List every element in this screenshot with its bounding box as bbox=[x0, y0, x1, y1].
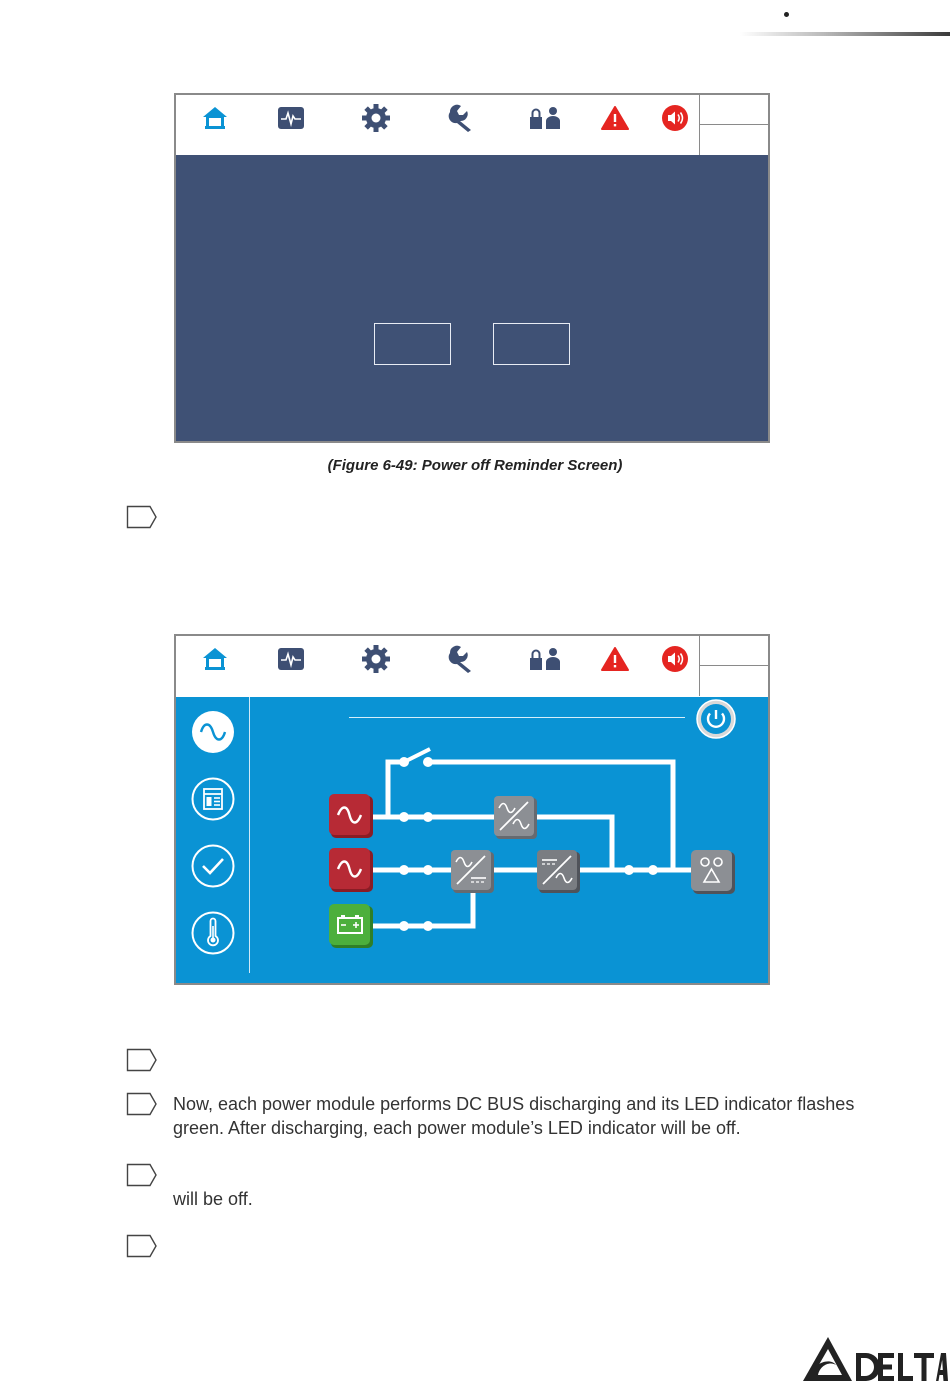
mimic-panel bbox=[176, 697, 768, 983]
thermometer-icon[interactable] bbox=[191, 911, 235, 955]
step-text-off: will be off. bbox=[173, 1189, 253, 1209]
warning-icon[interactable] bbox=[600, 103, 630, 133]
mimic-diagram-screen bbox=[174, 634, 770, 985]
confirm-button[interactable] bbox=[374, 323, 451, 365]
wrench-icon[interactable] bbox=[446, 644, 476, 674]
monitor-icon[interactable] bbox=[276, 103, 306, 133]
step-tag-icon bbox=[126, 1234, 158, 1258]
top-toolbar bbox=[176, 636, 768, 696]
figure-caption: (Figure 6-49: Power off Reminder Screen) bbox=[327, 457, 623, 474]
mimic-one-line-diagram bbox=[316, 737, 756, 967]
speaker-icon[interactable] bbox=[660, 103, 690, 133]
step-tag-icon bbox=[126, 1048, 158, 1072]
main-input-icon[interactable] bbox=[329, 848, 373, 892]
sidebar-divider bbox=[249, 697, 250, 973]
lock-user-icon[interactable] bbox=[528, 103, 564, 133]
checkmark-icon[interactable] bbox=[191, 844, 235, 888]
home-icon[interactable] bbox=[200, 103, 230, 133]
top-toolbar bbox=[176, 95, 768, 155]
load-icon[interactable] bbox=[691, 850, 735, 894]
delta-logo bbox=[800, 1335, 948, 1383]
sine-wave-icon[interactable] bbox=[191, 710, 235, 754]
home-icon[interactable] bbox=[200, 644, 230, 674]
diagram-title-rule bbox=[349, 717, 685, 718]
status-box bbox=[699, 636, 768, 696]
rectifier-icon[interactable] bbox=[451, 850, 494, 893]
step-tag-icon bbox=[126, 1092, 158, 1116]
step-tag-icon bbox=[126, 505, 158, 529]
header-bullet bbox=[784, 12, 789, 17]
monitor-icon[interactable] bbox=[276, 644, 306, 674]
power-off-reminder-screen bbox=[174, 93, 770, 443]
step-tag-icon bbox=[126, 1163, 158, 1187]
gear-icon[interactable] bbox=[361, 644, 391, 674]
step-text-discharge-line2: green. After discharging, each power module’s LED indicator will be off. bbox=[173, 1118, 741, 1138]
summary-icon[interactable] bbox=[191, 777, 235, 821]
warning-icon[interactable] bbox=[600, 644, 630, 674]
power-icon[interactable] bbox=[696, 699, 736, 739]
step-text-discharge-line1: Now, each power module performs DC BUS discharging and its LED indicator flashes bbox=[173, 1094, 855, 1114]
cancel-button[interactable] bbox=[493, 323, 570, 365]
wrench-icon[interactable] bbox=[446, 103, 476, 133]
status-box bbox=[699, 95, 768, 155]
junction-dots bbox=[399, 757, 658, 931]
lock-user-icon[interactable] bbox=[528, 644, 564, 674]
battery-icon[interactable] bbox=[329, 904, 373, 948]
inverter-icon[interactable] bbox=[537, 850, 580, 893]
speaker-icon[interactable] bbox=[660, 644, 690, 674]
static-switch-icon[interactable] bbox=[494, 796, 537, 839]
reminder-dialog bbox=[176, 155, 768, 441]
header-rule bbox=[740, 32, 950, 36]
gear-icon[interactable] bbox=[361, 103, 391, 133]
bypass-input-icon[interactable] bbox=[329, 794, 373, 838]
